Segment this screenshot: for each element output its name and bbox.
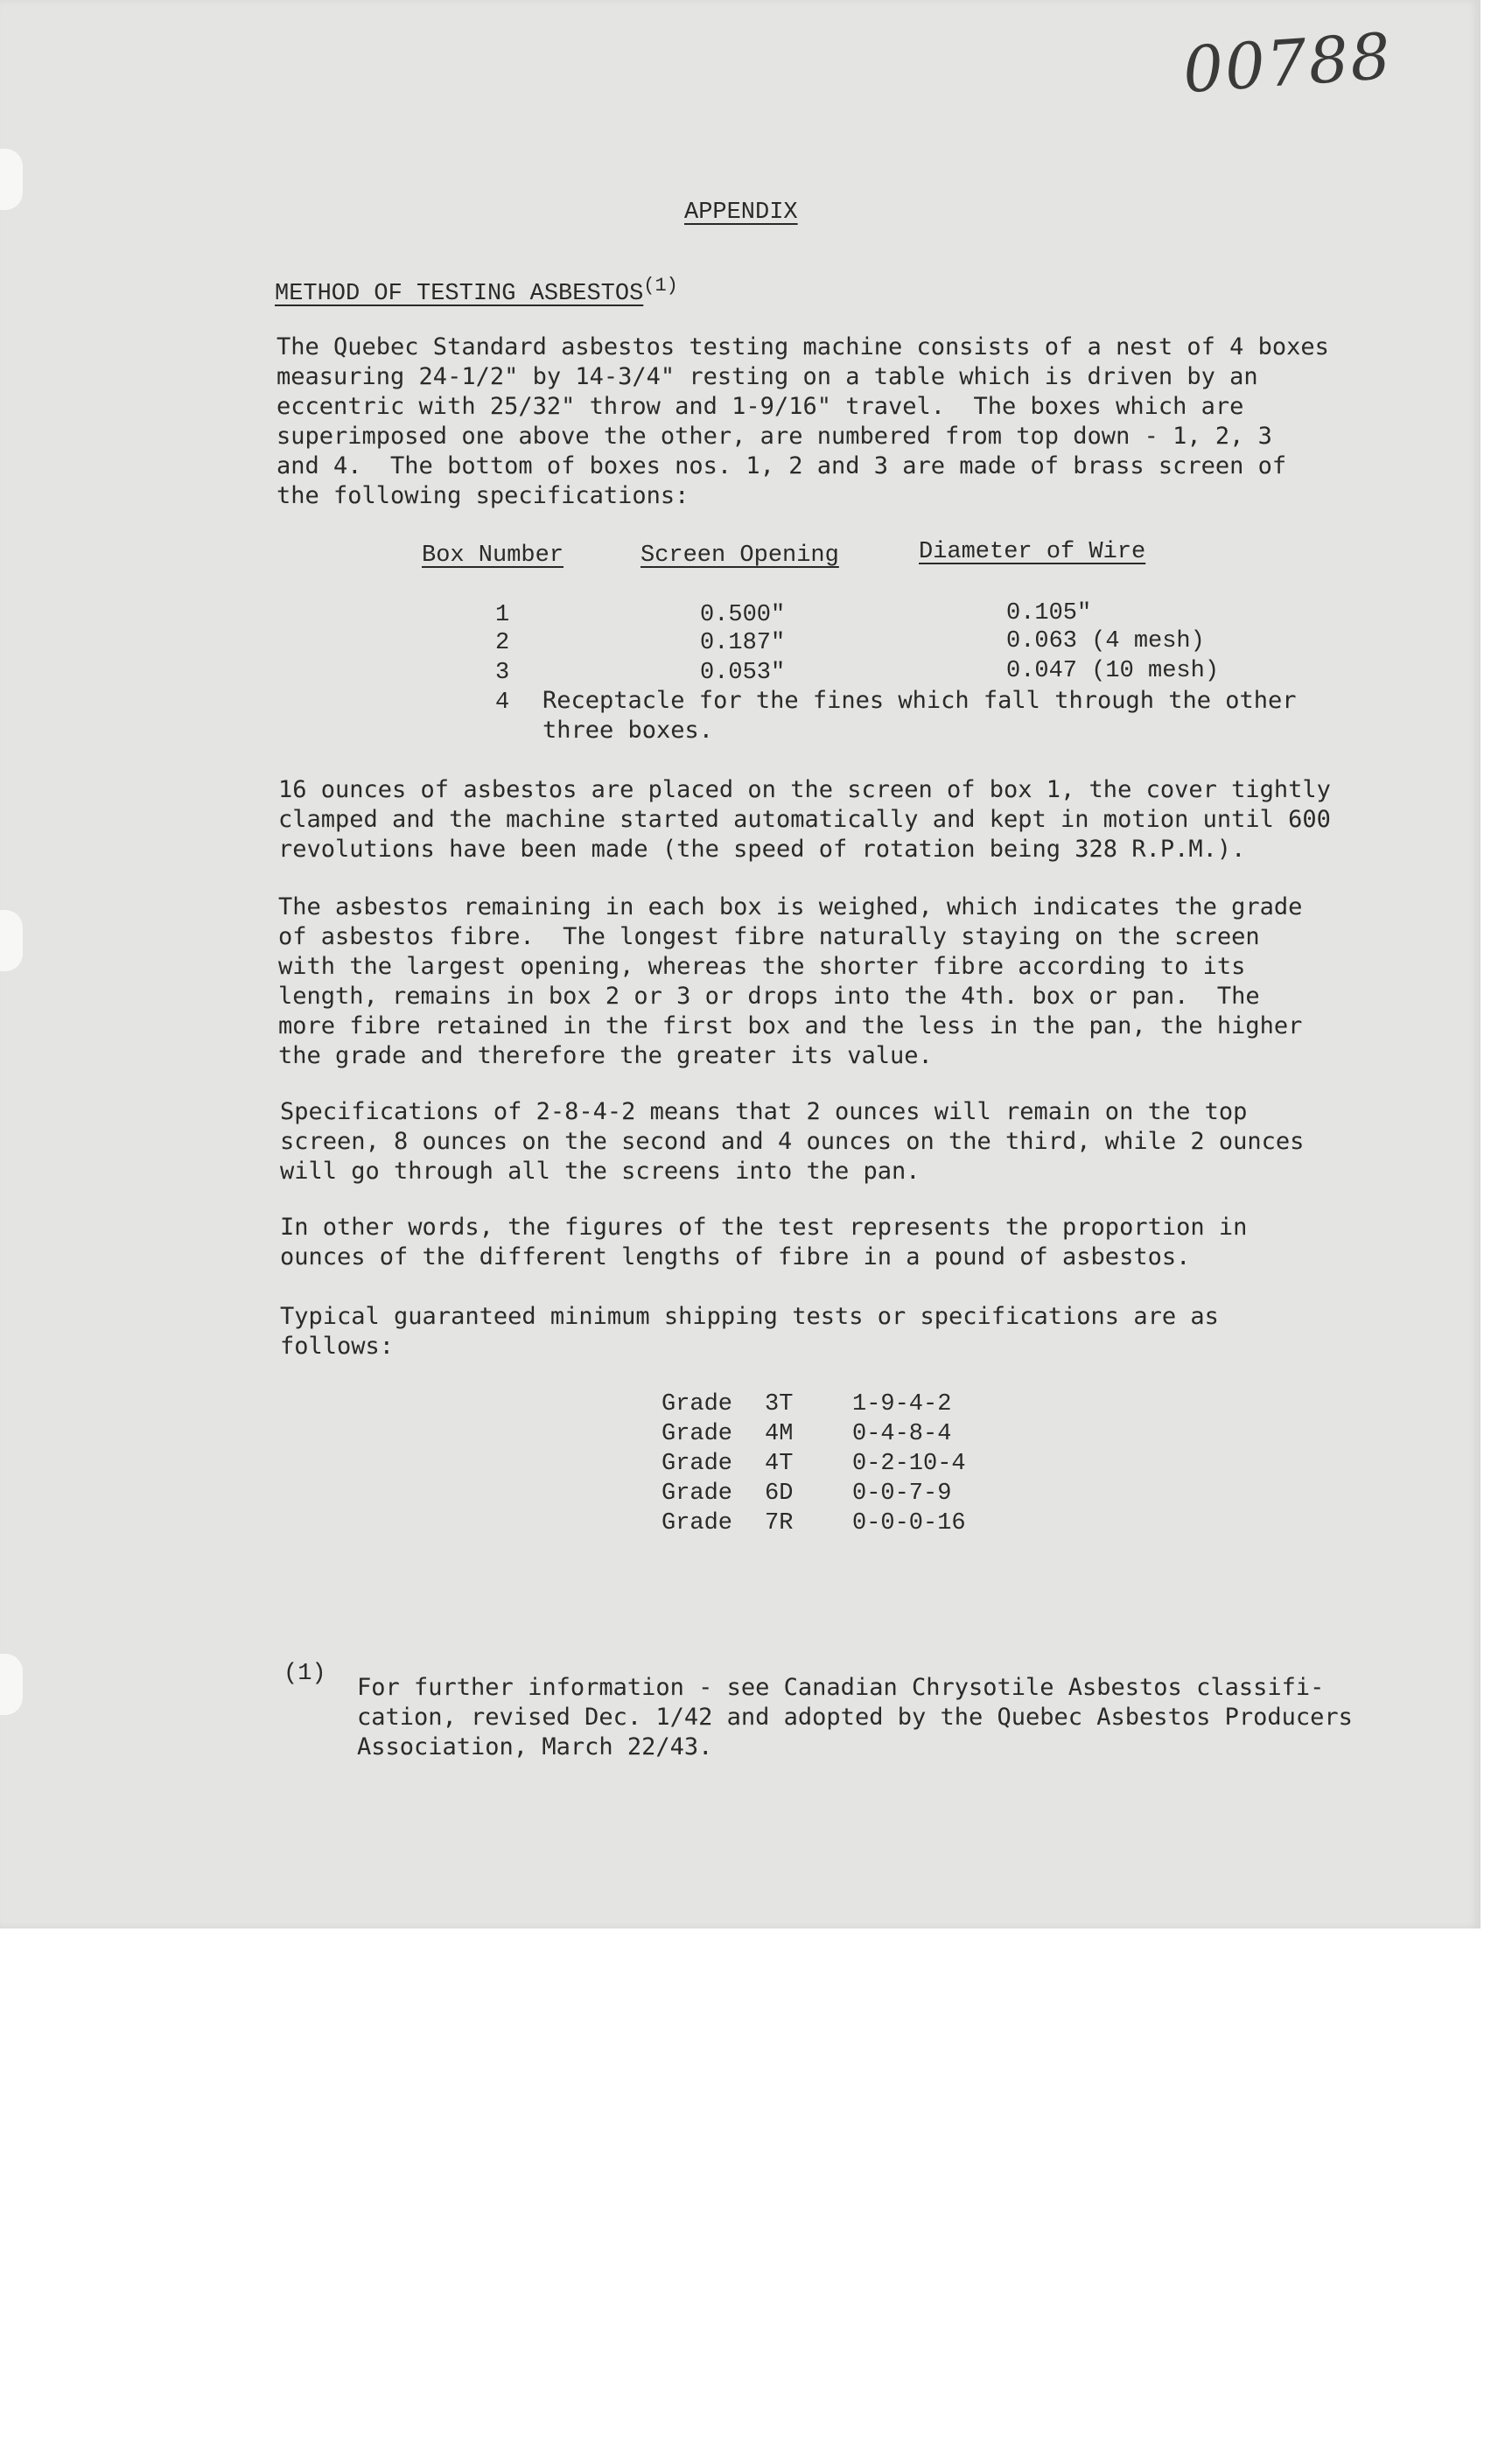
page-title: APPENDIX	[684, 200, 798, 226]
punch-hole	[0, 910, 23, 971]
section-heading-text: METHOD OF TESTING ASBESTOS	[275, 281, 644, 307]
grade-code: 7R	[765, 1510, 794, 1536]
grade-label: Grade	[662, 1451, 733, 1477]
paragraph-proportion: In other words, the figures of the test represents the proportion in ounces of the different lengths of fibre in a pound of asbestos.	[280, 1214, 1248, 1270]
grade-label: Grade	[662, 1510, 733, 1536]
punch-hole	[0, 1654, 23, 1715]
table-cell-opening: 0.187"	[700, 630, 786, 656]
table-cell-opening: 0.053"	[700, 660, 786, 686]
paragraph-procedure: 16 ounces of asbestos are placed on the screen of box 1, the cover tightly clamped and the machine started automatically and kept in motion until 600 revolutions have been made (the speed of rotation being 328 R.P.M.).	[278, 776, 1331, 863]
paragraph-typical-tests: Typical guaranteed minimum shipping tests or specifications are as follows:	[280, 1303, 1219, 1360]
table-cell-wire: 0.047 (10 mesh)	[1006, 658, 1220, 684]
grade-code: 4T	[765, 1451, 794, 1477]
grade-label: Grade	[662, 1480, 733, 1507]
table-header-screen-opening: Screen Opening	[640, 542, 839, 569]
footnote-marker: (1)	[284, 1661, 326, 1687]
table-cell-box: 2	[495, 630, 510, 656]
grade-spec: 0-2-10-4	[852, 1451, 966, 1477]
section-heading	[275, 271, 678, 309]
grade-spec: 1-9-4-2	[852, 1391, 952, 1418]
paragraph-machine-description: The Quebec Standard asbestos testing machine consists of a nest of 4 boxes measuring 24-1/2" by 14-3/4" resting on a table which is driven by an eccentric with 25/32" throw and 1-9/16" travel. The boxes which are superimposed one above the other, are numbered from top down - 1, 2, 3 and 4. The bottom of boxes nos. 1, 2 and 3 are made of brass screen of the following specifications:	[276, 333, 1329, 509]
table-cell-box: 4	[495, 690, 510, 716]
grade-spec: 0-4-8-4	[852, 1421, 952, 1447]
table-header-box-number: Box Number	[422, 542, 564, 569]
footnote-text: For further information - see Canadian Chrysotile Asbestos classifi- cation, revised Dec. 1/42 and adopted by the Quebec Asbestos Producers Association, March 22/43.	[357, 1674, 1353, 1760]
table-cell-wire: 0.063 (4 mesh)	[1006, 628, 1205, 654]
document-number: 00788	[1180, 18, 1395, 108]
grade-code: 4M	[765, 1421, 794, 1447]
grade-spec: 0-0-0-16	[852, 1510, 966, 1536]
table-cell-wire: 0.105"	[1006, 600, 1092, 626]
table-cell-opening: 0.500"	[700, 602, 786, 628]
footnote-reference: (1)	[643, 275, 678, 297]
table-header-wire-diameter: Diameter of Wire	[919, 539, 1146, 565]
grade-spec: 0-0-7-9	[852, 1480, 952, 1507]
grade-label: Grade	[662, 1421, 733, 1447]
grade-code: 6D	[765, 1480, 794, 1507]
paragraph-specification-example: Specifications of 2-8-4-2 means that 2 ounces will remain on the top screen, 8 ounces on the second and 4 ounces on the third, while 2 ounces will go through all the screens into the pan.	[280, 1098, 1305, 1185]
table-cell-box: 1	[495, 602, 510, 628]
table-cell-box: 3	[495, 660, 510, 686]
table-cell-receptacle: Receptacle for the fines which fall through the other three boxes.	[542, 687, 1297, 744]
grade-label: Grade	[662, 1391, 733, 1418]
paragraph-grading: The asbestos remaining in each box is weighed, which indicates the grade of asbestos fibre. The longest fibre naturally staying on the screen with the largest opening, whereas the shorter fibre according to its length, remains in box 2 or 3 or drops into the 4th. box or pan. The more fibre retained in the first box and the less in the pan, the higher the grade and therefore the greater its value.	[278, 893, 1303, 1069]
grade-code: 3T	[765, 1391, 794, 1418]
punch-hole	[0, 149, 23, 210]
